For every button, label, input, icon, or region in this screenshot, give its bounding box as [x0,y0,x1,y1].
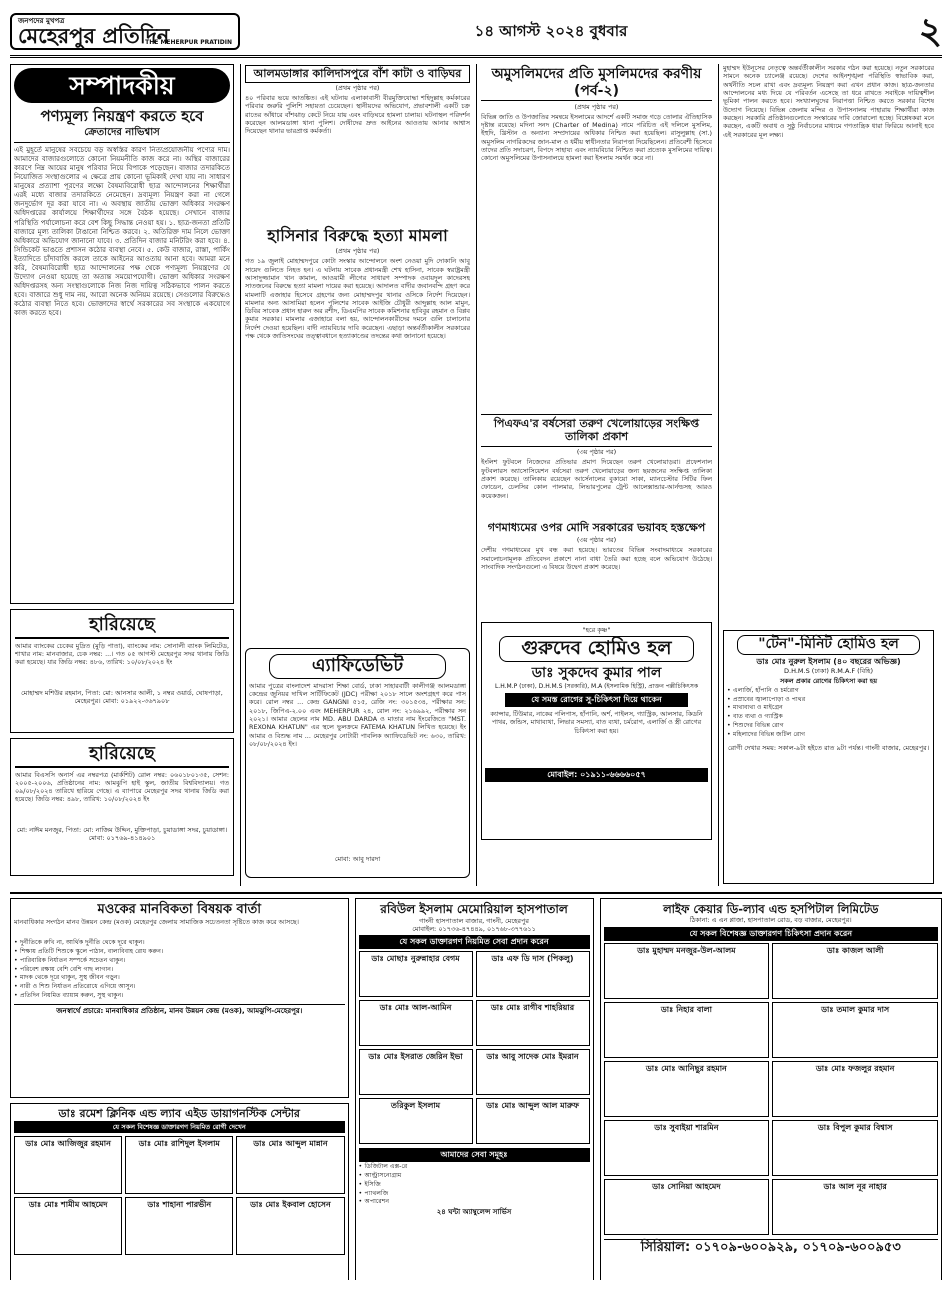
ad-footer: রোগী দেখার সময়: সকাল-৯টা হইতে রাত ৯টা পর্যন্ত। গাংনী বাজার, মেহেরপুর। [727,744,930,753]
lost-notice-title: হারিয়েছে [15,743,229,768]
doctor-name: ডাঃ মোঃ আব্দুল আল মারুফ [486,1101,579,1111]
doctor-name: ডাঃ মোঃ ফজলুর রহমান [815,1063,895,1073]
doctor-quals: D.H.M.S (ঢাকা) R.M.A.F (বিহি) [784,666,873,675]
doctor-name: ডাঃ সুকদেব কুমার পাল [531,665,662,682]
doctor-card [772,1061,938,1117]
doctor-card [476,1098,590,1144]
doctor-card [772,943,938,999]
services-list [359,1163,590,1206]
issue-date: ১৪ আগস্ট ২০২৪ বুধবার [474,22,628,41]
story-right-body: মুহাম্মদ ইউনূসের নেতৃত্বে অন্তর্বর্তীকালীন সরকার গঠন করা হয়েছে। নতুন সরকারের সামনে অনেক চ্যালেঞ্জ রয়েছে। দেশের আইনশৃঙ্খলা পরিস্থিতি স্বাভাবিক করা, অর্থনীতি সচল রাখা এবং দ্রব্যমূল্য নিয়ন্ত্রণ করা এখন প্রধান কাজ। ছাত্র-জনতার আন্দোলনের মধ্য দিয়ে যে পরিবর্তন এসেছে তা ধরে রাখতে সবাইকে দায়িত্বশীল ভূমিকা পালন করতে হবে। সংখ্যালঘুদের নিরাপত্তা নিশ্চিত করতে সরকার বিশেষ উদ্যোগ নিয়েছে। বিভিন্ন জেলায় মন্দির ও উপাসনালয় পাহারায় শিক্ষার্থীরা কাজ করছেন। সরকারি প্রতিষ্ঠানগুলোতে সংস্কারের দাবি জোরালো হচ্ছে। বিশ্লেষকরা মনে করছেন, একটি অবাধ ও সুষ্ঠু নির্বাচনের মাধ্যমে গণতান্ত্রিক ধারা ফিরিয়ে আনাই হবে এই সরকারের মূল লক্ষ্য। [723,64,934,139]
ad-top-line: "হরে কৃষ্ণ" [582,626,611,635]
ngo-message-list [14,939,345,999]
lost-notice-contact: মোহাম্মদ মশিউর রহমান, পিতা: মো: আনসার আলী, ১ নম্বর ওয়ার্ড, ঘোষপাড়া, মেহেরপুর। মোবা: ০১৯২২-৩৬৭৯০৮ [21,688,223,705]
doctor-card [604,1061,770,1117]
doctor-name: ডাঃ কাজল আলী [826,945,884,955]
news-column-2 [476,64,712,886]
doctor-card [359,1098,473,1144]
clinic-title: ডাঃ রমেশ ক্লিনিক এন্ড ল্যাব এইড ডায়াগনস্টিক সেন্টার [58,1107,300,1120]
doctor-card [236,1136,344,1194]
service-item: • আল্ট্রাসনোগ্রাম [359,1172,590,1180]
doctor-name: ডাঃ মোঃ ইসরাত জেরিন ইভা [368,1052,463,1062]
lost-notice-contact: মো: নাঈম মনজুর, পিতা: মো: নাজিম উদ্দিন, মুক্তিপাড়া, চুয়াডাঙ্গা সদর, চুয়াডাঙ্গা। মোবা: ০১৭৬৯-৪১৪৯০১ [16,825,228,842]
doctor-card [772,1179,938,1235]
hospital-phone: মোবাইল: ০১৭৩৬-৪৭৪৪৯, ০১৭৬৮-৩৭৭৬১১ [412,925,536,934]
ngo-footer: জনস্বার্থে প্রচারে: মানবাধিকার প্রতিষ্ঠান, মানব উন্নয়ন কেন্দ্র (মওক), আমঝুপি-মেহেরপুর। [14,1004,345,1018]
service-item: • ইসিজি [359,1181,590,1189]
continuation-note: (৩য় পৃষ্ঠার পর) [576,448,617,457]
doctor-name: ডাঃ আল নূর নাহার [823,1181,887,1191]
news-column-1 [240,64,470,886]
doctor-card [476,1000,590,1046]
doctor-name: ডাঃ তমাল কুমার দাস [821,1004,890,1014]
lower-right [600,898,943,1280]
clinic-doctor-grid [14,1136,345,1255]
newspaper-name-en: THE MEHERPUR PRATIDIN [145,38,232,46]
doctor-name: ডাঃ মোছাঃ নুরুন্নাহার বেগম [371,954,460,964]
continuation-note: (প্রথম পৃষ্ঠার পর) [574,102,619,111]
story-hasina-body: গত ১৯ জুলাই মোহাম্মদপুরে কোটা সংস্কার আন্দোলনে অংশ নেওয়া মুদি দোকানি আবু সায়েদ গুলিতে নিহত হন। এ ঘটনায় সাবেক প্রধানমন্ত্রী শেখ হাসিনা, সাবেক স্বরাষ্ট্রমন্ত্রী আসাদুজ্জামান খান কামাল, আওয়ামী লীগের সাধারণ সম্পাদক ওবায়দুল কাদেরসহ সাতজনের বিরুদ্ধে হত্যা মামলা দায়ের করা হয়েছে। আদালত বাদীর জবানবন্দি গ্রহণ করে মামলাটি এজাহার হিসেবে গ্রহণের জন্য মোহাম্মদপুর থানার ওসিকে নির্দেশ দিয়েছেন। মামলার অন্য আসামিরা হলেন পুলিশের সাবেক আইজি চৌধুরী আব্দুল্লাহ আল মামুন, ডিবির সাবেক প্রধান হারুন অর রশীদ, ডিএমপির সাবেক কমিশনার হাবিবুর রহমান ও বিপ্লব কুমার সরকার। মামলার এজাহারে বলা হয়, আন্দোলনকারীদের দমনে গুলি চালানোর নির্দেশ দেওয়া হয়েছিল। বাদী ন্যায়বিচার দাবি করেছেন। এছাড়া অন্তর্বর্তীকালীন সরকারের পক্ষ থেকে জাতিসংঘের তত্ত্বাবধানে হত্যাকাণ্ডের তদন্তের কথা জানানো হয়েছে। [245,257,470,341]
doctor-name: ডাঃ মোঃ রাশিদুল ইসলাম [138,1138,220,1148]
services-title: আমাদের সেবা সমূহঃ [359,1148,590,1162]
ten-minute-homeo-ad [723,630,934,884]
story-minority-body: বিভিন্ন জাতি ও উপজাতির সমন্বয়ে ইসলামের আদর্শে একটি সমাজ গড়ে তোলার ঐতিহাসিক দৃষ্টান্ত রয়েছে। মদিনা সনদ (Charter of Medina) নামে পরিচিত এই দলিলে মুসলিম, ইহুদি, খ্রিস্টান ও অন্যান্য সম্প্রদায়ের অধিকার নিশ্চিত করা হয়েছিল। রাসুলুল্লাহ (সা.) অমুসলিম নাগরিকদের জান-মাল ও ধর্মীয় স্বাধীনতার নিরাপত্তা দিয়েছিলেন। প্রতিবেশী হিসেবে তাদের প্রতি সদাচরণ, বিপদে সাহায্য এবং ন্যায়বিচার নিশ্চিত করা প্রত্যেক মুসলিমের দায়িত্ব। কোনো অমুসলিমের উপাসনালয়ে হামলা করা ইসলাম সমর্থন করে না। [481,112,712,163]
serial-phone: সিরিয়াল: ০১৭০৯-৬০০৯২৯, ০১৭০৯-৬০০৯৫৩ [604,1239,939,1256]
continuation-note: (৩য় পৃষ্ঠার পর) [576,536,617,545]
hospital-doctor-grid [604,943,939,1235]
ad-title: "টেন"-মিনিট হোমিও হল [737,635,920,655]
story-media-body: দেশীয় গণমাধ্যমের মুখ বন্ধ করা হয়েছে। ভারতের বিভিন্ন সংবাদমাধ্যমে সরকারের সমালোচনামূলক প্রতিবেদন প্রকাশে নানা বাধা তৈরি করা হচ্ছে বলে অভিযোগ উঠেছে। সাংবাদিক সংগঠনগুলো এ বিষয়ে উদ্বেগ প্রকাশ করেছে। [481,546,712,571]
editorial-box [10,64,234,604]
doctor-card [604,943,770,999]
hospital-address: ঠিকানা: এ এন প্লাজা, হাসপাতাল রোড, বড় বাজার, মেহেরপুর। [689,916,852,925]
upper-section [10,64,942,886]
ambulance-note: ২৪ ঘন্টা অ্যাম্বুলেন্স সার্ভিস [436,1208,512,1216]
story-bamboo-body: ৪০ পরিবার ভয়ে আতঙ্কিত। এই ঘটনায় এলাকাবাসী বীরমুক্তিযোদ্ধা শহিদুল্লাহ কর্মকারের পরিবার জরুরি পুলিশি সহায়তা চেয়েছেন। স্থানীয়দের অভিযোগ, প্রভাবশালী একটি চক্র রাতের আঁধারে বাঁশঝাড় কেটে নিয়ে যায় এবং বাড়িঘরে হামলা চালায়। ঘটনাস্থল পরিদর্শন করেছেন আলমডাঙ্গা থানা পুলিশ। দোষীদের দ্রুত আইনের আওতায় আনার আশ্বাস দিয়েছেন থানার ভারপ্রাপ্ত কর্মকর্তা। [245,93,470,136]
treatment-item: • বাত ব্যথা ও গ্যাস্ট্রিক [727,713,930,721]
hospital-doctor-grid [359,951,590,1144]
doctor-name: ডাঃ মোঃ শামীম আহমেদ [28,1199,108,1209]
doctor-card [14,1197,122,1255]
affidavit-notice [245,648,470,878]
treatment-item: • শিশুদের বিভিন্ন রোগ [727,722,930,730]
doctor-card [604,1002,770,1058]
treatment-item: • প্রস্রাবের জ্বালাপোড়া ও পাথর [727,696,930,704]
lower-left [10,898,349,1280]
homeo-hall-name: গুরুদেব হোমিও হল [499,636,694,662]
ad-phone: মোবাইল: ০১৯১১-৬৬৬৬০৫৭ [485,768,708,782]
ngo-message-item: • পরিবেশ রক্ষায় বেশি বেশি গাছ লাগান। [14,966,345,974]
doctor-card [14,1136,122,1194]
doctor-card [772,1002,938,1058]
headline-bamboo: আলমডাঙ্গার কালিদাসপুরে বাঁশ কাটা ও বাড়িঘর [245,65,470,83]
editorial-subtitle: ক্রেতাদের নাভিশ্বাস [14,127,230,143]
doctor-name: ডাঃ আবু সাদেক মোঃ ইমরান [486,1052,579,1062]
doctor-card [125,1197,233,1255]
ngo-title: মওকের মানবিকতা বিষয়ক বার্তা [97,902,262,917]
masthead [10,8,942,58]
doctor-card [359,1000,473,1046]
doctor-name: ডাঃ মোঃ আজিজুর রহমান [25,1138,111,1148]
gurudev-homeo-ad [481,622,712,840]
hospital-title: লাইফ কেয়ার ডি-ল্যাব এন্ড হসপিটাল লিমিটেড [663,902,879,916]
service-item: • অপারেশন [359,1198,590,1206]
affidavit-title: এ্যাফিডেভিট [269,654,446,679]
right-column [718,64,934,886]
hospital-subtitle: যে সকল বিশেষজ্ঞ ডাক্তারগণ চিকিৎসা প্রদান করেন [604,927,939,941]
page-number: ২ [918,10,942,52]
robiul-hospital-ad [355,898,594,1280]
ngo-message-box [10,898,349,1098]
doctor-name: ডাঃ বিপুল কুমার বিশ্বাস [817,1122,893,1132]
lost-notice-1 [10,609,234,733]
story-sports-body: ইংলিশ ফুটবলে নিজেদের প্রতিভার প্রমাণ দিয়েছেন তরুণ খেলোয়াড়রা। প্রফেশনাল ফুটবলারস অ্যাসোসিয়েশন বর্ষসেরা তরুণ খেলোয়াড়ের জন্য ছয়জনের সংক্ষিপ্ত তালিকা প্রকাশ করেছে। তালিকায় রয়েছেন আর্সেনালের বুকায়ো সাকা, ম্যানচেস্টার সিটির ফিল ফোডেন, চেলসির কোল পালমার, লিভারপুলের ট্রেন্ট আলেক্সান্ডার-আর্নল্ডসহ আরও কয়েকজন। [481,458,712,500]
continuation-note: (প্রথম পৃষ্ঠার পর) [335,247,380,256]
editorial-body: এই মুহূর্তে মানুষের সবচেয়ে বড় অস্বস্তির কারণ নিত্যপ্রয়োজনীয় পণ্যের দাম। আমাদের বাজারগুলোতে কোনো নিয়মনীতি কাজ করে না। অস্থির বাজারের কারণে নিম্ন আয়ের মানুষ পরিবার নিয়ে বিপাকে পড়েছেন। বাজার তদারকিতে নিয়োজিত সংস্থাগুলোর এ ক্ষেত্রে প্রায় কোনো ভূমিকাই দেখা যায় না। সাধারণ মানুষের প্রত্যাশা পূরণের লক্ষ্যে বৈষম্যবিরোধী ছাত্র আন্দোলনের শিক্ষার্থীরা এরই মধ্যে বাজার তদারকিতে নেমেছেন। দ্রব্যমূল্য নিয়ন্ত্রণ করা না গেলে জনদুর্ভোগ দূর করা যাবে না। এ অবস্থায় জাতীয় ভোক্তা অধিকার সংরক্ষণ অধিদপ্তরের কার্যালয়ে শিক্ষার্থীদের সঙ্গে বৈঠক হয়েছে। সেখানে বাজার পরিস্থিতি পর্যালোচনা করে বেশ কিছু সিদ্ধান্ত নেওয়া হয়। ১. ছাত্র-জনতা প্রতিটি বাজারে মূল্য তালিকা টাঙানো নিশ্চিত করবে। ২. অতিরিক্ত দাম নিলে ভোক্তা অধিকারে অভিযোগ জানানো যাবে। ৩. প্রতিদিন বাজার মনিটরিং করা হবে। ৪. সিন্ডিকেট ভাঙতে প্রশাসন কঠোর ব্যবস্থা নেবে। ৫. কেউ বাজার, রাস্তা, পার্কিং ইত্যাদিতে চাঁদাবাজি করলে তাকে আইনের আওতায় আনা হবে। আমরা মনে করি, বৈষম্যবিরোধী ছাত্র আন্দোলনের পক্ষ থেকে পণ্যমূল্য নিয়ন্ত্রণের যে উদ্যোগ নেওয়া হয়েছে তা অত্যন্ত সময়োপযোগী। ভোক্তা অধিকার সংরক্ষণ অধিদপ্তরসহ অন্য সংস্থাগুলোকে নিজ নিজ দায়িত্ব সঠিকভাবে পালন করতে হবে। বাজারে শুধু দাম নয়, আরো অনেক অনিয়ম রয়েছে। সেগুলোর বিরুদ্ধেও কঠোর ব্যবস্থা নিতে হবে। ভোক্তাদের স্বার্থে সরকারের সব সংস্থাকে একযোগে কাজ করতে হবে। [14,145,230,318]
doctor-name: ডাঃ শাহানা পারভীন [147,1199,212,1209]
treatment-list [727,687,930,739]
service-item: • ডিজিটাল এক্স-রে [359,1163,590,1171]
headline-sports: পিএফএ'র বর্ষসেরা তরুণ খেলোয়াড়ের সংক্ষিপ্ত তালিকা প্রকাশ [481,414,712,448]
doctor-name: ডাঃ এফ ডি দাস (পিকলু) [491,954,574,964]
lower-ads-section [10,892,942,1280]
doctor-name: তরিকুল ইসলাম [390,1101,441,1111]
affidavit-body: আমার পুত্রের বাংলাদেশ মাদরাসা শিক্ষা বোর্ড, ঢাকা সাহারবাটী কালীগঞ্জ আলমডাঙ্গা কেন্দ্রের জুনিয়র দাখিল সার্টিফিকেট (JDC) পরীক্ষা ২০১৮ সালে অংশগ্রহণ করে পাস করে। রোল নম্বর ... কেন্দ্র GANGNI ৫১৫, রেজি নং: ৩০১৫৩৪, পরীক্ষার সন: ২০১৮, জিপিএ-২.০০ এবং MEHERPUR ২৪, রোল নং: ২১৬৯৯২, পরীক্ষার সন ২০২১। আমার ছেলের নাম MD. ABU DARDA ও মাতার নাম ইংরেজিতে "MST. REXONA KHATUN" এর স্থলে ভুলক্রমে FATEMA KHATUN লিখিত হয়েছে। ইং আমার ও বিশুদ্ধ নাম ... মেহেরপুর নোটারী পাবলিক অ্যাফিডেভিট নং: ৬৩০, তারিখ: ০৮/০৮/২০২৪ ইং। [249,681,466,748]
ramesh-clinic-ad [10,1103,349,1280]
newspaper-name: মেহেরপুর প্রতিদিন [18,23,170,49]
hospital-title: রবিউল ইসলাম মেমোরিয়াল হাসপাতাল [380,902,568,916]
ngo-message-item: • প্রতিদিন নিয়মিত ব্যায়াম করুন, সুস্থ থাকুন। [14,992,345,1000]
headline-minority: অমুসলিমদের প্রতি মুসলিমদের করণীয় (পর্ব-২) [481,66,712,101]
doctor-quals: L.H.M.P (ঢাকা), D.H.M.S (সরকারি), M.A (ইসলামিক হিস্ট্রি), প্রাক্তন পল্লীচিকিৎসক [494,682,699,690]
clinic-subtitle: যে সকল বিশেষজ্ঞ ডাক্তারগণ নিয়মিত রোগী দেখেন [14,1121,345,1133]
headline-media: গণমাধ্যমের ওপর মোদি সরকারের ভয়াবহ হস্তক্ষেপ [487,521,706,535]
doctor-name: ডাঃ মোঃ ইকবাল হোসেন [250,1199,331,1209]
editorial-label: সম্পাদকীয় [14,68,230,103]
doctor-card [476,1049,590,1095]
doctor-name: ডাঃ মোঃ আব্দুল মান্নান [253,1138,328,1148]
service-item: • প্যাথলজি [359,1190,590,1198]
tagline: জনপদের মুখপত্র [18,16,65,25]
ngo-message-item: • নারী ও শিশু নির্যাতন প্রতিরোধে এগিয়ে আসুন। [14,983,345,991]
doctor-name: ডাঃ মোঃ আল-আমিন [379,1003,452,1013]
left-column [10,64,234,886]
doctor-card [604,1120,770,1176]
doctor-card [359,1049,473,1095]
doctor-card [772,1120,938,1176]
ngo-message-item: • শিক্ষায় প্রতিটি শিশুকে স্কুলে পাঠান, বাল্যবিবাহ রোধ করুন। [14,948,345,956]
doctor-card [604,1179,770,1235]
doctor-name: ডাঃ মোঃ আনিছুর রহমান [645,1063,727,1073]
treatment-item: • এলার্জি, হাঁপানি ও চর্মরোগ [727,687,930,695]
lost-notice-2 [10,738,234,876]
hospital-subtitle: যে সকল ডাক্তারগণ নিয়মিত সেবা প্রদান করেন [359,935,590,949]
treatment-item: • মাথাব্যথা ও মাইগ্রেন [727,704,930,712]
ngo-message-item: • দুর্নীতিকে রুখি না, আর্থিক দুর্নীতি থেকে দূরে থাকুন। [14,939,345,947]
ngo-message-item: • পারিবারিক নির্যাতন সম্পর্কে সচেতন থাকুন। [14,957,345,965]
doctor-card [476,951,590,997]
doctor-name: ডাঃ মুহাম্মদ মনজুর-উল-আলম [637,945,736,955]
lifecare-hospital-ad [600,898,943,1280]
lost-notice-title: হারিয়েছে [15,614,229,639]
doctor-card [236,1197,344,1255]
affidavit-signature: মোবা: আবু দারদা [334,854,381,863]
doctor-name: ডাঃ সোনিয়া আহমেদ [652,1181,721,1191]
headline-hasina: হাসিনার বিরুদ্ধে হত্যা মামলা [267,225,448,245]
ngo-message-item: • মাদক থেকে দূরে থাকুন, সুস্থ জীবন গড়ুন। [14,974,345,982]
lower-middle [355,898,594,1280]
disease-list: ক্যান্সার, টিউমার, নাকের পলিপাস, হাঁপানি, অর্শ, পাইলস, গ্যাস্ট্রিক, আলসার, কিডনি পাথর, জন্ডিস, মাথাব্যথা, লিভার সমস্যা, বাত ব্যথা, চর্মরোগ, এলার্জি ও স্ত্রী রোগের চিকিৎসা করা হয়। [490,710,703,735]
doctor-card [125,1136,233,1194]
editorial-title: পণ্যমূল্য নিয়ন্ত্রণ করতে হবে [40,107,204,126]
doctor-name: ডাঃ নিহার বালা [660,1004,712,1014]
newspaper-logo [10,13,240,51]
doctor-name: ডাঃ সুবাইয়া শারমিন [654,1122,719,1132]
ngo-intro: মানবাধিকার সংগঠন মানব উন্নয়ন কেন্দ্র (মওক) মেহেরপুর জেলায় সামাজিক সচেতনতা সৃষ্টিতে কাজ করে আসছে। [14,918,299,927]
lost-notice-body: আমার বিএসসি অনার্স এর নম্বরপত্র (মার্কশিট) রোল নম্বর: ০৬০১৮০১৩৫, সেশন: ২০০৫-২০০৬, প্রতিষ্ঠানের নাম: আমঝুপি হাই স্কুল, জাতীয় বিশ্ববিদ্যালয়। গত ০৯/০৮/২০২৪ তারিখে হারিয়ে গেছে। এ ব্যাপারে মেহেরপুর সদর থানায় জিডি করা হয়েছে। জিডি নম্বর: ৪৯৮, তারিখ: ১০/০৮/২০২৪ ইং [15,770,229,804]
ad-note: সকল প্রকার রোগের চিকিৎসা করা হয় [779,676,878,685]
doctor-card [359,951,473,997]
ad-tagline: যে সমস্ত রোগের সু-চিকিৎসা দিয়ে থাকেন [505,693,688,707]
continuation-note: (প্রথম পৃষ্ঠার পর) [335,83,380,92]
treatment-item: • মহিলাদের বিভিন্ন জটিল রোগ [727,731,930,739]
doctor-name: ডাঃ মোঃ রাগীব শাহরিয়ার [490,1003,575,1013]
lost-notice-body: আমার ব্যাংকের চেকের মুদ্রিত (মুড়ি পাতা), ব্যাংকের নাম: সোনালী ব্যাংক লিমিটেড, শাখার নাম: মানবাজার, চেক নম্বর: ...। গত ০৫ আগস্ট মেহেরপুর সদর থানায় জিডি করা হয়েছে। যার জিডি নম্বর: ৪৮৬, তারিখ: ১০/০৮/২০২৪ ইং [15,641,229,667]
doctor-name: ডাঃ মোঃ নুরুল ইসলাম (৪০ বছরের অভিজ্ঞ) [756,656,901,666]
hospital-address: গাংনী হাসপাতাল বাজার, গাংনী, মেহেরপুর [419,917,529,925]
